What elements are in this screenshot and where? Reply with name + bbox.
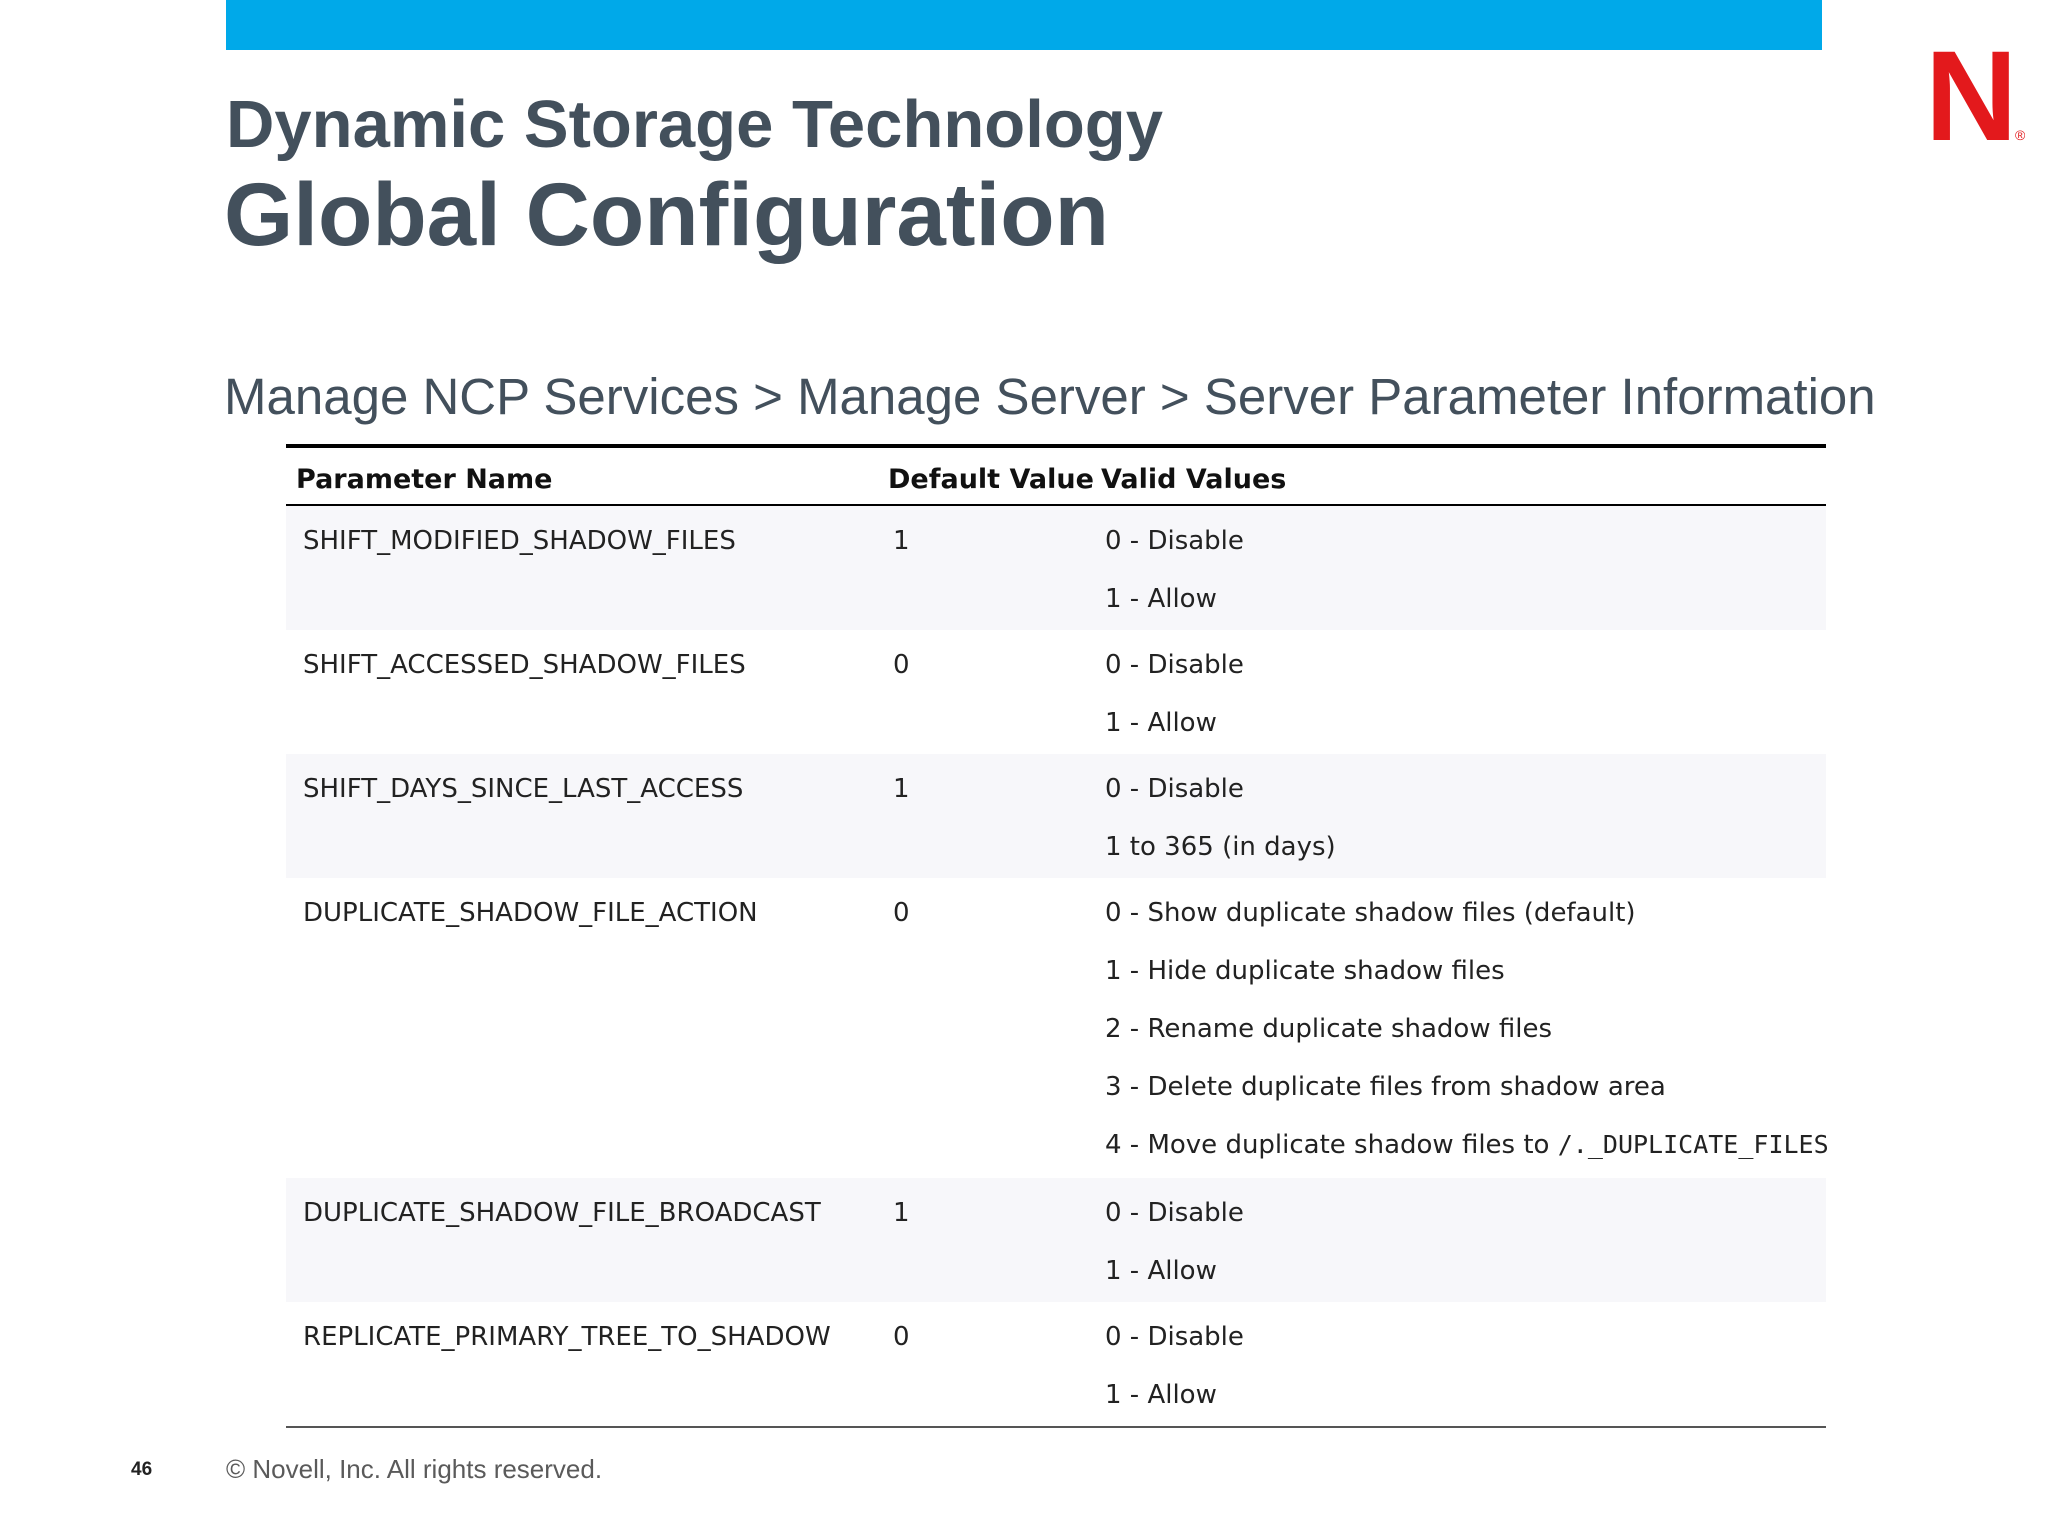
valid-value: 3 - Delete duplicate files from shadow area: [1105, 1072, 1666, 1102]
page-number: 46: [131, 1459, 153, 1480]
param-valid-values: [1105, 774, 1336, 890]
valid-value-text: 4 - Move duplicate shadow files to: [1105, 1130, 1558, 1160]
table-row: [286, 878, 1829, 1178]
valid-value: 0 - Disable: [1105, 526, 1244, 556]
valid-value: 0 - Disable: [1105, 650, 1244, 680]
param-name: DUPLICATE_SHADOW_FILE_ACTION: [303, 898, 758, 928]
param-name: SHIFT_DAYS_SINCE_LAST_ACCESS: [303, 774, 744, 804]
param-default: 0: [893, 650, 910, 680]
header-default-value: Default Value: [888, 464, 1094, 495]
breadcrumb: Manage NCP Services > Manage Server > Server Parameter Information: [224, 368, 1876, 425]
valid-value: 0 - Disable: [1105, 1198, 1244, 1228]
table-row: [286, 1178, 1826, 1302]
header-valid-values: Valid Values: [1101, 464, 1287, 495]
param-default: 1: [893, 774, 910, 804]
duplicate-files-path: /._DUPLICATE_FILES: [1557, 1130, 1829, 1159]
valid-value: 0 - Disable: [1105, 1322, 1244, 1352]
param-name: REPLICATE_PRIMARY_TREE_TO_SHADOW: [303, 1322, 831, 1352]
valid-value: 1 to 365 (in days): [1105, 832, 1336, 862]
param-valid-values: [1105, 1322, 1244, 1438]
param-name: SHIFT_ACCESSED_SHADOW_FILES: [303, 650, 746, 680]
header-parameter-name: Parameter Name: [296, 464, 553, 495]
table-header-row: [286, 448, 1826, 506]
parameter-table: [286, 444, 1829, 1428]
param-default: 1: [893, 526, 910, 556]
table-row: [286, 630, 1826, 754]
param-default: 1: [893, 1198, 910, 1228]
valid-value: 1 - Allow: [1105, 708, 1217, 738]
svg-text:®: ®: [2015, 127, 2025, 143]
table-bottom-rule: [286, 1426, 1826, 1428]
param-default: 0: [893, 1322, 910, 1352]
slide-subtitle: Global Configuration: [224, 164, 1109, 264]
slide-title: Dynamic Storage Technology: [226, 87, 1163, 162]
valid-value: 0 - Show duplicate shadow files (default): [1105, 898, 1636, 928]
novell-logo: [1925, 44, 2025, 144]
valid-value: 1 - Allow: [1105, 1256, 1217, 1286]
param-name: DUPLICATE_SHADOW_FILE_BROADCAST: [303, 1198, 821, 1228]
table-row: [286, 506, 1826, 630]
param-valid-values: [1105, 526, 1244, 642]
top-accent-bar: [226, 0, 1822, 50]
table-row: [286, 754, 1826, 878]
param-name: SHIFT_MODIFIED_SHADOW_FILES: [303, 526, 736, 556]
param-valid-values: [1105, 1198, 1244, 1314]
valid-value: 0 - Disable: [1105, 774, 1244, 804]
svg-text:N: N: [1925, 44, 2018, 144]
valid-value: 2 - Rename duplicate shadow files: [1105, 1014, 1553, 1044]
param-default: 0: [893, 898, 910, 928]
valid-value: 1 - Hide duplicate shadow files: [1105, 956, 1505, 986]
valid-value: 1 - Allow: [1105, 584, 1217, 614]
valid-value: 1 - Allow: [1105, 1380, 1217, 1410]
param-valid-values: [1105, 650, 1244, 766]
table-row: [286, 1302, 1826, 1426]
copyright-notice: © Novell, Inc. All rights reserved.: [226, 1454, 603, 1484]
param-valid-values: [1105, 898, 1829, 1188]
